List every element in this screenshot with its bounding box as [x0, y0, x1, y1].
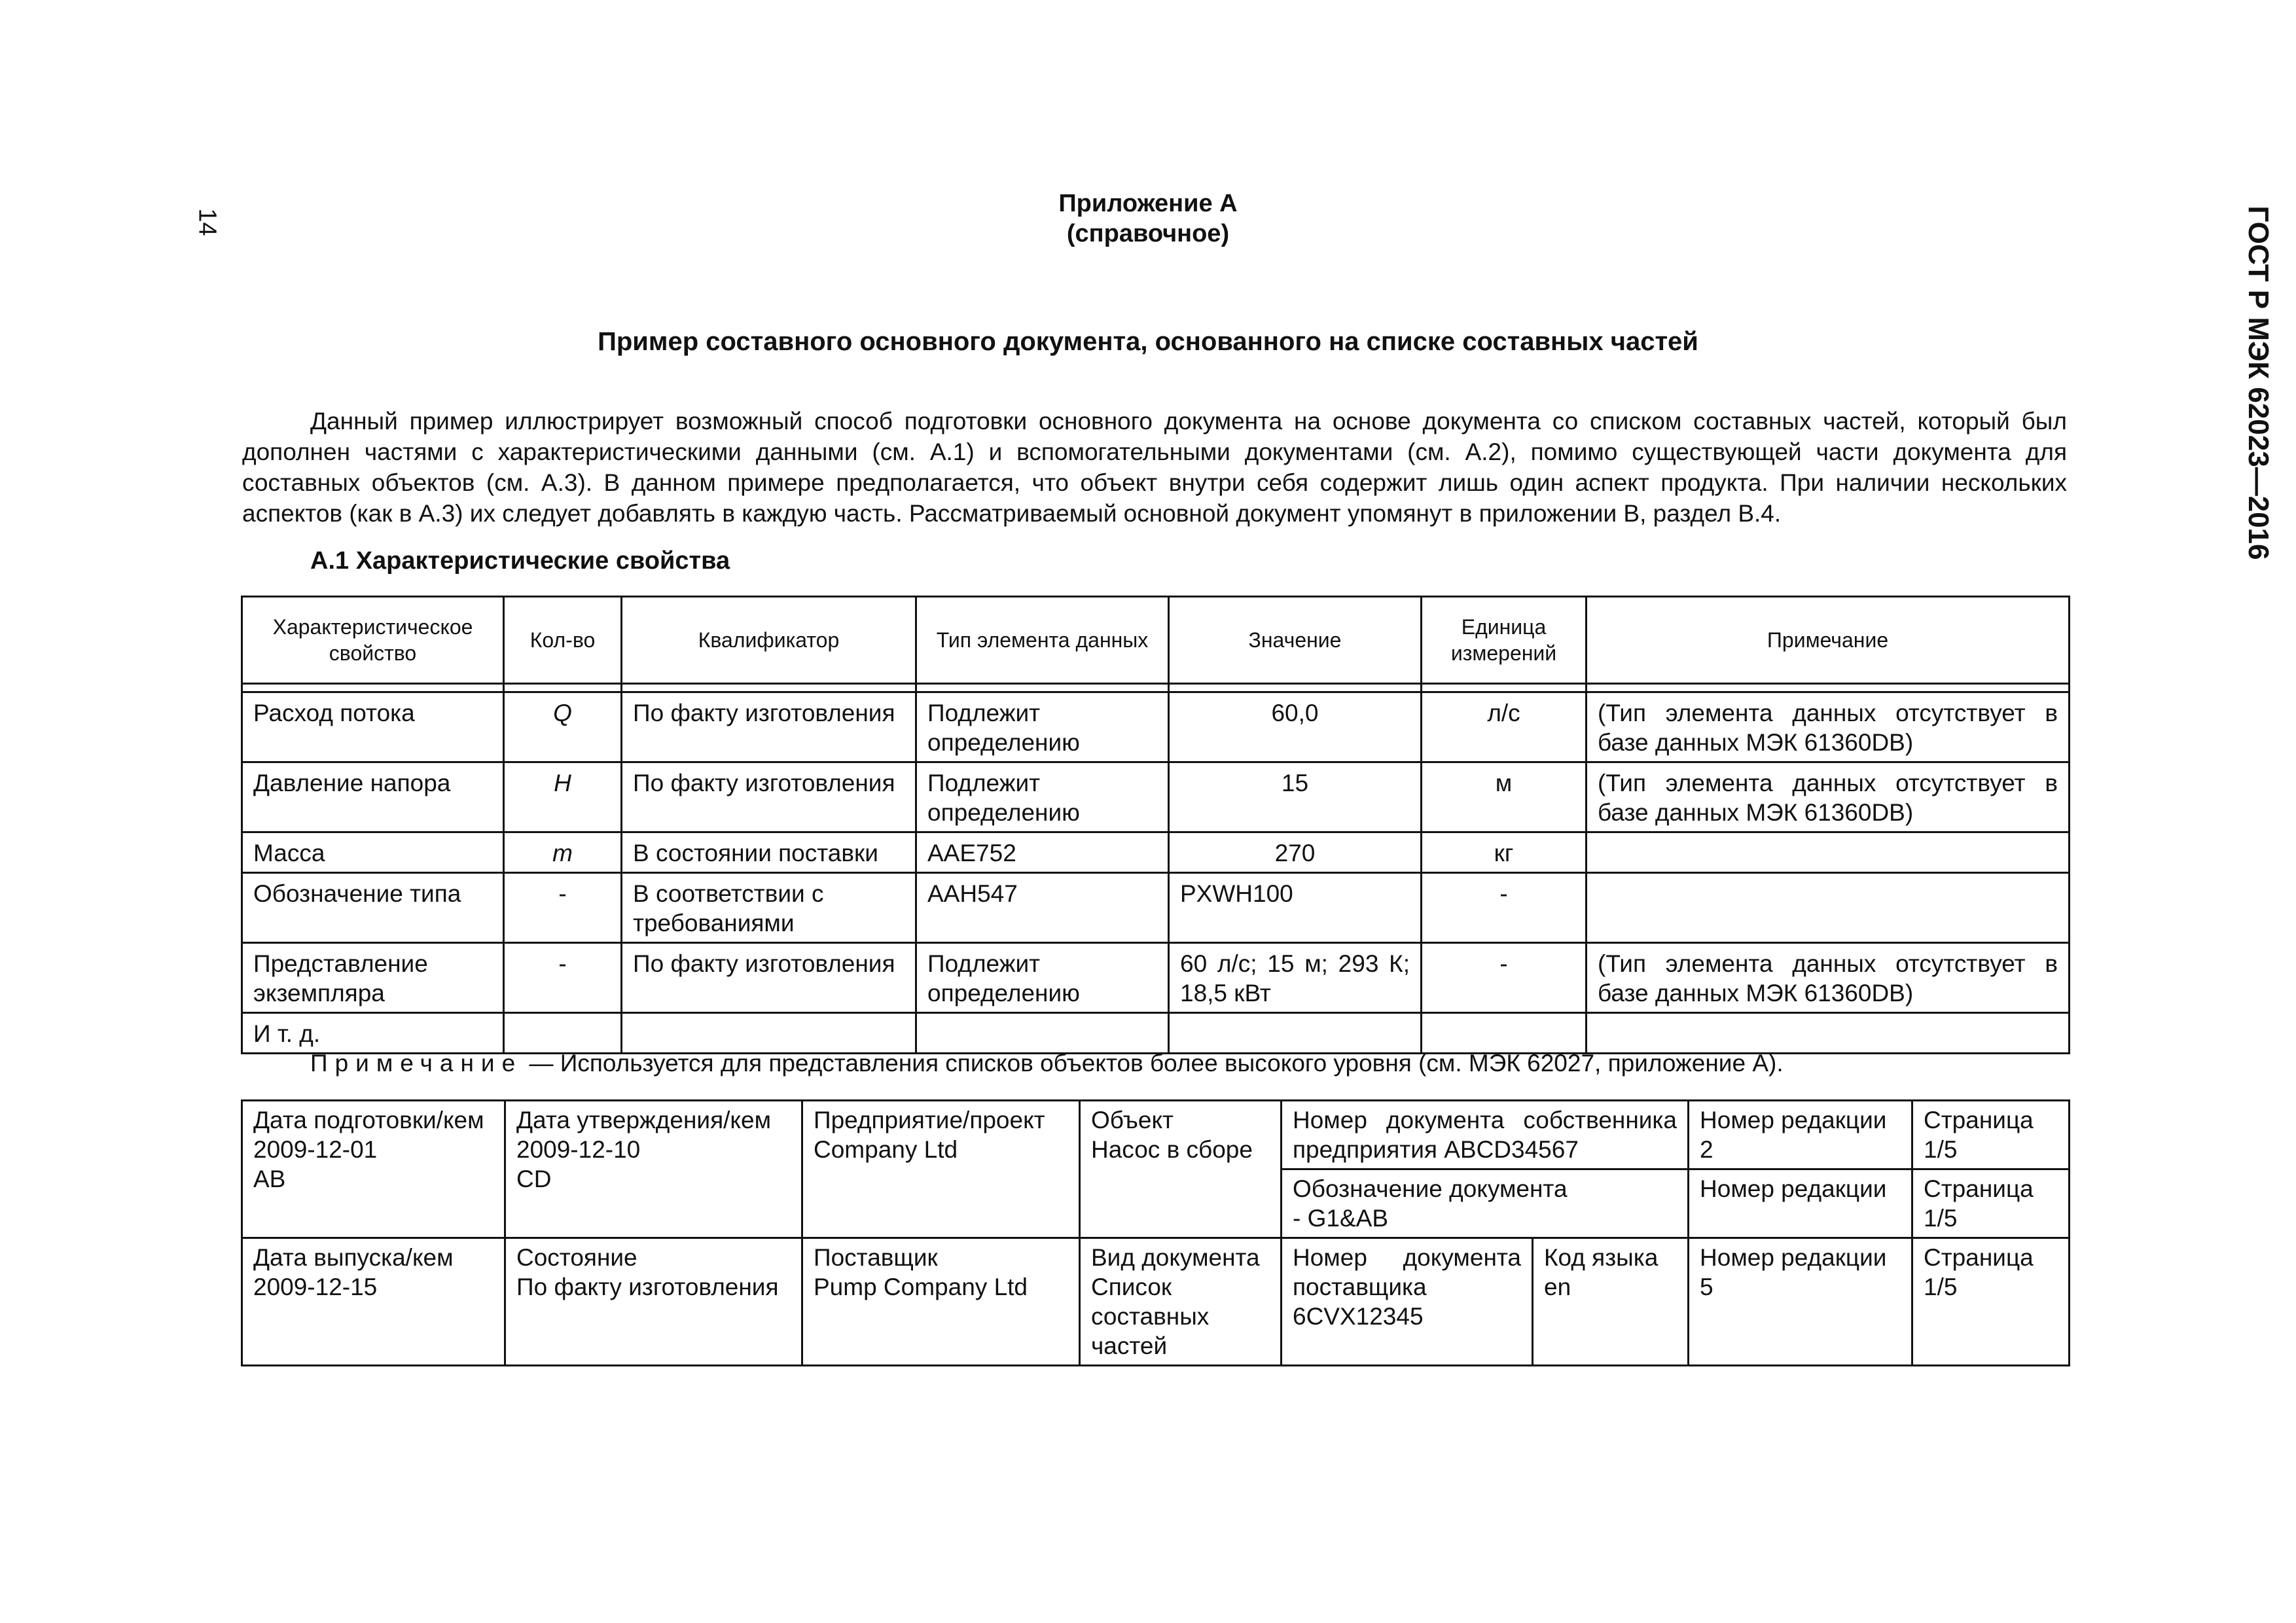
- owner-page-label: Страница: [1924, 1107, 2034, 1133]
- issued-label: Дата выпуска/кем: [253, 1244, 454, 1271]
- state-label: Состояние: [516, 1244, 637, 1271]
- supplier-revision-label: Номер редакции: [1700, 1244, 1887, 1271]
- designation-revision-cell: [1689, 1169, 1912, 1238]
- properties-table: [241, 596, 2070, 1054]
- supplier-page-cell: [1912, 1238, 2070, 1366]
- table-cell: По факту изготовления: [622, 692, 916, 762]
- issued-date: 2009-12-15: [253, 1274, 378, 1300]
- section-heading: А.1 Характеристические свойства: [310, 547, 730, 575]
- table-cell: кг: [1422, 832, 1587, 873]
- owner-revision-label: Номер редакции: [1700, 1107, 1887, 1133]
- column-header: Кол-во: [504, 597, 622, 684]
- approved-cell: [505, 1101, 802, 1238]
- designation-revision-label: Номер редакции: [1700, 1175, 1887, 1202]
- table-cell: м: [1422, 762, 1587, 832]
- prepared-by: AB: [253, 1166, 286, 1192]
- designation-page-label: Страница: [1924, 1175, 2034, 1202]
- table-cell: В состоянии поставки: [622, 832, 916, 873]
- page-number: 14: [193, 208, 221, 236]
- table-row: [242, 943, 2070, 1013]
- table-cell: Подлежит определению: [916, 762, 1169, 832]
- object-label: Объект: [1091, 1107, 1174, 1133]
- supplier-doc-cell: [1282, 1238, 1533, 1366]
- approved-by: CD: [516, 1166, 552, 1192]
- title-block-row: [242, 1238, 2070, 1366]
- supplier-label: Поставщик: [814, 1244, 938, 1271]
- designation-page-cell: [1912, 1169, 2070, 1238]
- owner-doc-label: Номер документа собственника предприятия: [1293, 1107, 1677, 1163]
- supplier-revision-value: 5: [1700, 1274, 1713, 1300]
- language-label: Код языка: [1544, 1244, 1659, 1271]
- table-cell: В соответствии с требованиями: [622, 873, 916, 943]
- state-value: По факту изготовления: [516, 1274, 779, 1300]
- header-double-rule: [242, 684, 2070, 692]
- table-row: [242, 692, 2070, 762]
- note-label: Примечание: [310, 1050, 523, 1077]
- table-cell: Давление напора: [242, 762, 504, 832]
- table-cell: Расход потока: [242, 692, 504, 762]
- table-cell: [1587, 832, 2070, 873]
- table-cell: Обозначение типа: [242, 873, 504, 943]
- table-cell: Масса: [242, 832, 504, 873]
- table-cell: (Тип элемента данных отсутствует в базе данных МЭК 61360DB): [1587, 692, 2070, 762]
- table-cell: [1587, 1013, 2070, 1054]
- table-cell: [916, 1013, 1169, 1054]
- annex-title: Приложение А: [1058, 190, 1238, 217]
- table-cell: AAE752: [916, 832, 1169, 873]
- table-cell: Представление экземпляра: [242, 943, 504, 1013]
- object-cell: [1080, 1101, 1282, 1238]
- table-cell: 60 л/с; 15 м; 293 К; 18,5 кВт: [1169, 943, 1422, 1013]
- table-cell: [504, 1013, 622, 1054]
- designation-cell: [1282, 1169, 1689, 1238]
- state-cell: [505, 1238, 802, 1366]
- table-cell: -: [1422, 873, 1587, 943]
- table-row: [242, 1013, 2070, 1054]
- owner-revision-cell: [1689, 1101, 1912, 1169]
- column-header: Характеристическое свойство: [242, 597, 504, 684]
- table-cell: [1422, 1013, 1587, 1054]
- title-block-row: [242, 1101, 2070, 1169]
- table-cell: Подлежит определению: [916, 943, 1169, 1013]
- table-row: [242, 762, 2070, 832]
- table-cell: л/с: [1422, 692, 1587, 762]
- table-cell: Подлежит определению: [916, 692, 1169, 762]
- supplier-page-value: 1/5: [1924, 1274, 1958, 1300]
- supplier-value: Pump Company Ltd: [814, 1274, 1028, 1300]
- annex-status: (справочное): [1066, 220, 1230, 247]
- issued-cell: [242, 1238, 505, 1366]
- table-cell: -: [504, 873, 622, 943]
- intro-paragraph: Данный пример иллюстрирует возможный способ подготовки основного документа на основе документа со списком составных частей, который был дополнен частями с характеристическими данными (см. А.1) и вспомогательными документами (см. А.2), помимо существующей части документа для составных объектов (см. А.3). В данном примере предполагается, что объект внутри себя содержит лишь один аспект продукта. При наличии нескольких аспектов (как в А.3) их следует добавлять в каждую часть. Рассматриваемый основной документ упомянут в приложении В, раздел В.4.: [242, 408, 2067, 527]
- enterprise-cell: [802, 1101, 1080, 1238]
- supplier-cell: [802, 1238, 1080, 1366]
- doc-kind-cell: [1080, 1238, 1282, 1366]
- owner-revision-value: 2: [1700, 1136, 1713, 1163]
- table-cell: По факту изготовления: [622, 943, 916, 1013]
- language-value: en: [1544, 1274, 1571, 1300]
- table-cell: PXWH100: [1169, 873, 1422, 943]
- table-note: [310, 1050, 1784, 1077]
- table-cell: И т. д.: [242, 1013, 504, 1054]
- designation-label: Обозначение документа: [1293, 1175, 1568, 1202]
- table-header-row: [242, 597, 2070, 684]
- supplier-doc-label: Номер документа поставщика: [1293, 1244, 1521, 1300]
- table-cell: (Тип элемента данных отсутствует в базе данных МЭК 61360DB): [1587, 943, 2070, 1013]
- table-cell: [1169, 1013, 1422, 1054]
- table-cell: По факту изготовления: [622, 762, 916, 832]
- document-title: Пример составного основного документа, основанного на списке составных частей: [598, 327, 1698, 356]
- enterprise-value: Company Ltd: [814, 1136, 958, 1163]
- supplier-doc-value: 6CVX12345: [1293, 1303, 1424, 1330]
- column-header: Единица измерений: [1422, 597, 1587, 684]
- object-value: Насос в сборе: [1091, 1136, 1253, 1163]
- table-cell: -: [1422, 943, 1587, 1013]
- table-cell: 15: [1169, 762, 1422, 832]
- column-header: Квалификатор: [622, 597, 916, 684]
- table-cell: 270: [1169, 832, 1422, 873]
- table-cell: Q: [504, 692, 622, 762]
- owner-doc-cell: [1282, 1101, 1689, 1169]
- table-row: [242, 873, 2070, 943]
- table-row: [242, 832, 2070, 873]
- prepared-label: Дата подготовки/кем: [253, 1107, 484, 1133]
- table-cell: [622, 1013, 916, 1054]
- designation-value: - G1&AB: [1293, 1205, 1388, 1232]
- doc-kind-label: Вид документа: [1091, 1244, 1260, 1271]
- language-cell: [1533, 1238, 1689, 1366]
- table-cell: (Тип элемента данных отсутствует в базе данных МЭК 61360DB): [1587, 762, 2070, 832]
- column-header: Значение: [1169, 597, 1422, 684]
- table-cell: AAH547: [916, 873, 1169, 943]
- approved-date: 2009-12-10: [516, 1136, 641, 1163]
- column-header: Тип элемента данных: [916, 597, 1169, 684]
- table-cell: 60,0: [1169, 692, 1422, 762]
- prepared-cell: [242, 1101, 505, 1238]
- supplier-page-label: Страница: [1924, 1244, 2034, 1271]
- table-cell: H: [504, 762, 622, 832]
- table-cell: [1587, 873, 2070, 943]
- table-cell: -: [504, 943, 622, 1013]
- owner-page-value: 1/5: [1924, 1136, 1958, 1163]
- designation-page-value: 1/5: [1924, 1205, 1958, 1232]
- enterprise-label: Предприятие/проект: [814, 1107, 1045, 1133]
- table-cell: m: [504, 832, 622, 873]
- standard-designation: ГОСТ Р МЭК 62023—2016: [2242, 205, 2274, 560]
- title-block-table: [241, 1099, 2070, 1366]
- column-header: Примечание: [1587, 597, 2070, 684]
- prepared-date: 2009-12-01: [253, 1136, 378, 1163]
- owner-page-cell: [1912, 1101, 2070, 1169]
- approved-label: Дата утверждения/кем: [516, 1107, 772, 1133]
- supplier-revision-cell: [1689, 1238, 1912, 1366]
- owner-doc-value: ABCD34567: [1444, 1136, 1579, 1163]
- annex-heading: [0, 188, 2296, 249]
- note-text: — Используется для представления списков объектов более высокого уровня (см. МЭК 62027, приложение А).: [522, 1050, 1784, 1077]
- doc-kind-value: Список составных частей: [1091, 1274, 1210, 1359]
